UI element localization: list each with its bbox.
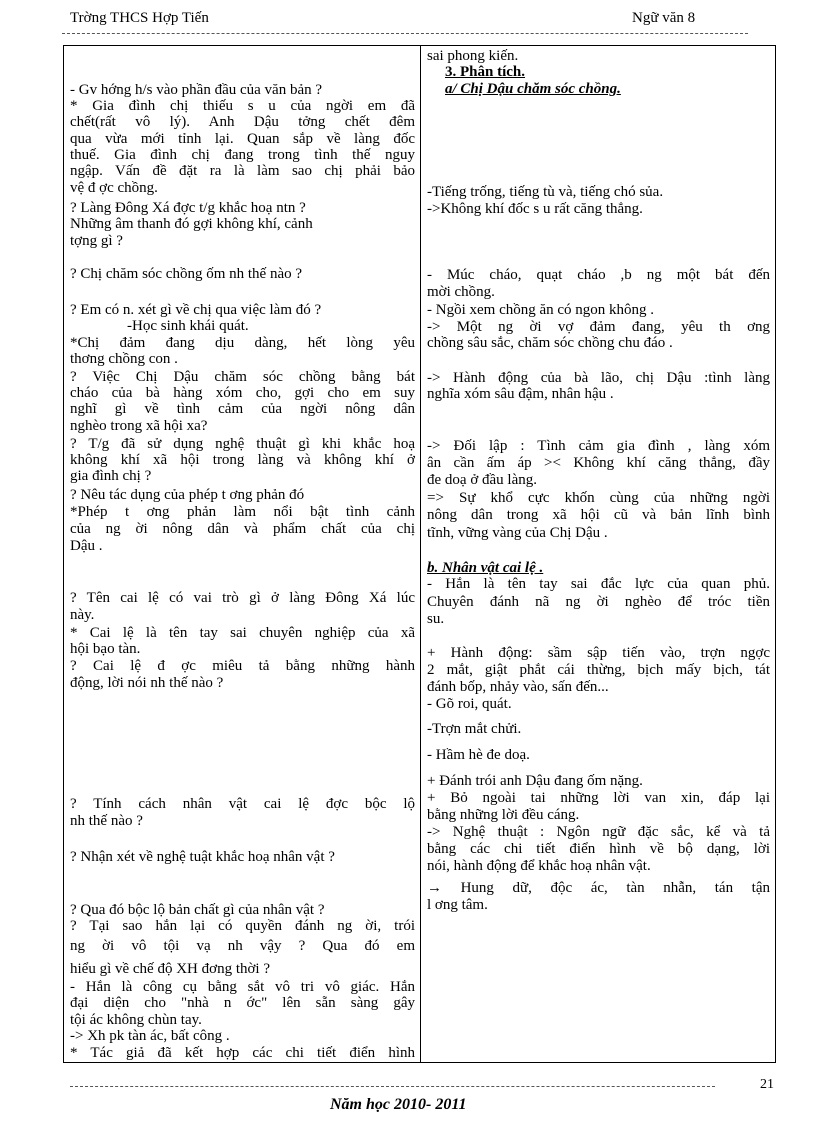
right-line: tĩnh, vững vàng của Chị Dậu .	[427, 525, 608, 541]
left-line: ? Làng Đông Xá đợc t/g khắc hoạ ntn ?	[70, 200, 306, 216]
right-line: chồng sâu sắc, chăm sóc chồng chu đáo .	[427, 335, 673, 351]
school-year: Năm học 2010- 2011	[330, 1096, 467, 1113]
left-line: ? Nêu tác dụng của phép t ơng phản đó	[70, 487, 305, 503]
right-line: -> Hành động của bà lão, chị Dậu :tình làng	[427, 370, 770, 386]
column-divider	[420, 45, 421, 1063]
right-line: -Tiếng trống, tiếng tù và, tiếng chó sủa.	[427, 184, 664, 200]
left-line: ng ời vô tội vạ nh vậy ? Qua đó em	[70, 938, 415, 954]
left-line: tội ác không chùn tay.	[70, 1012, 202, 1028]
left-line: ? Cai lệ đ ợc miêu tả bằng những hành	[70, 658, 415, 674]
right-line: + Bỏ ngoài tai những lời van xin, đáp lại	[427, 790, 770, 806]
left-line: * Tác giả đã kết hợp các chi tiết điển hình	[70, 1045, 415, 1061]
left-line: tợng gì ?	[70, 233, 123, 249]
left-line: đại diện cho "nhà n ớc" lên sẵn sàng gây	[70, 995, 415, 1011]
right-line: nghĩa xóm sâu đậm, nhân hậu .	[427, 386, 614, 402]
left-line: động, lời nói nh thế nào ?	[70, 675, 224, 691]
left-line: hiểu gì về chế độ XH đơng thời ?	[70, 961, 270, 977]
footer-divider	[70, 1086, 715, 1087]
left-line: thuế. Gia đình chị đang trong tình thế nguy	[70, 147, 415, 163]
right-line: - Hắn là tên tay sai đắc lực của quan phủ.	[427, 576, 770, 592]
left-line: -> Xh pk tàn ác, bất công .	[70, 1028, 230, 1044]
left-line: ngập. Vấn đề đặt ra là làm sao chị phải bảo	[70, 163, 415, 179]
left-line: của ng ời nông dân và phẩm chất của chị	[70, 521, 415, 537]
right-line: su.	[427, 611, 445, 627]
left-line: Những âm thanh đó gợi không khí, cảnh	[70, 216, 313, 232]
left-line: * Cai lệ là tên tay sai chuyên nghiệp của xã	[70, 625, 415, 641]
right-line: sai phong kiến.	[427, 48, 519, 64]
right-line: -Trợn mắt chửi.	[427, 721, 522, 737]
section-heading: 3. Phân tích.	[445, 64, 526, 80]
right-line: -> Một ng ời vợ đảm đang, yêu th ơng	[427, 319, 770, 335]
left-line: ? Tính cách nhân vật cai lệ đợc bộc lộ	[70, 796, 415, 812]
left-line: ? Em có n. xét gì về chị qua việc làm đó ?	[70, 302, 322, 318]
left-line: không khí xã hội trong làng và không khí ở	[70, 452, 415, 468]
left-line: thơng chồng con .	[70, 351, 178, 367]
right-line: nông dân trong xã hội cũ và bản lĩnh bình	[427, 507, 770, 523]
left-line: ? T/g đã sử dụng nghệ thuật gì khi khắc hoạ	[70, 436, 415, 452]
left-line: qua vừa mới tỉnh lại. Quan sắp về làng đốc	[70, 131, 415, 147]
right-line: đánh bốp, nhảy vào, sấn đến...	[427, 679, 609, 695]
right-line: ân cần ấm áp >< Không khí căng thẳng, đầy	[427, 455, 770, 471]
right-line: - Ngồi xem chồng ăn có ngon không .	[427, 302, 655, 318]
left-line: vệ đ ợc chồng.	[70, 180, 158, 196]
right-line: mời chồng.	[427, 284, 495, 300]
right-line: đe doạ ở đầu làng.	[427, 472, 537, 488]
left-line: *Chị đảm đang dịu dàng, hết lòng yêu	[70, 335, 415, 351]
subsection-heading: a/ Chị Dậu chăm sóc chồng.	[445, 81, 621, 97]
right-line: - Múc cháo, quạt cháo ,b ng một bát đến	[427, 267, 770, 283]
left-line: - Gv hớng h/s vào phần đầu của văn bản ?	[70, 82, 323, 98]
left-line: ? Tên cai lệ có vai trò gì ở làng Đông Xá lúc	[70, 590, 415, 606]
left-line: gia đình chị ?	[70, 468, 152, 484]
left-line: ? Việc Chị Dậu chăm sóc chồng bằng bát	[70, 369, 415, 385]
left-line: hội bạo tàn.	[70, 641, 141, 657]
left-line: ? Chị chăm sóc chồng ốm nh thế nào ?	[70, 266, 303, 282]
right-line: l ơng tâm.	[427, 897, 488, 913]
left-line: nghĩ gì về tình cảm của ngời nông dân	[70, 401, 415, 417]
right-line: nói, hành động để khắc hoạ nhân vật.	[427, 858, 651, 874]
left-line: ? Tại sao hắn lại có quyền đánh ng ời, trói	[70, 918, 415, 934]
right-line: Chuyên đánh nã ng ời nghèo để tróc tiền	[427, 594, 770, 610]
header-divider	[62, 33, 748, 34]
school-name: Trờng THCS Hợp Tiến	[70, 10, 209, 26]
right-line: -> Nghệ thuật : Ngôn ngữ đặc sắc, kể và tả	[427, 824, 770, 840]
left-line: ? Qua đó bộc lộ bản chất gì của nhân vật ?	[70, 902, 325, 918]
left-line: * Gia đình chị thiếu s u của ngời em đã	[70, 98, 415, 114]
right-line: → Hung dữ, độc ác, tàn nhẫn, tán tận	[427, 880, 770, 896]
left-line: cháo của bà hàng xóm cho, gợi cho em suy	[70, 385, 415, 401]
left-line: Dậu .	[70, 538, 103, 554]
left-line: -Học sinh khái quát.	[127, 318, 249, 334]
left-line: - Hắn là công cụ bằng sắt vô tri vô giác. Hắn	[70, 979, 415, 995]
left-line: nh thế nào ?	[70, 813, 143, 829]
right-line: => Sự khổ cực khốn cùng của những ngời	[427, 490, 770, 506]
left-line: *Phép t ơng phản làm nổi bật tình cảnh	[70, 504, 415, 520]
right-line: 2 mắt, giật phắt cái thừng, bịch mấy bịch, tát	[427, 662, 770, 678]
right-line: -> Đối lập : Tình cảm gia đình , làng xóm	[427, 438, 770, 454]
right-line: bằng các chi tiết điển hình về bộ dạng, lời	[427, 841, 770, 857]
subsection-heading: b. Nhân vật cai lệ .	[427, 560, 544, 576]
page-number: 21	[760, 1077, 774, 1092]
right-line: + Hành động: sầm sập tiến vào, trợn ngợc	[427, 645, 770, 661]
right-line: bằng những lời đều cáng.	[427, 807, 580, 823]
left-line: ? Nhận xét về nghệ tuật khắc hoạ nhân vật ?	[70, 849, 335, 865]
right-line: ->Không khí đốc s u rất căng thẳng.	[427, 201, 643, 217]
subject-name: Ngữ văn 8	[632, 10, 696, 26]
left-line: nghèo trong xã hội xa?	[70, 418, 208, 434]
right-line: - Hầm hè đe doạ.	[427, 747, 530, 763]
right-line: - Gõ roi, quát.	[427, 696, 512, 712]
left-line: chết(rất vô lý). Anh Dậu tởng chết đêm	[70, 114, 415, 130]
right-line: + Đánh trói anh Dậu đang ốm nặng.	[427, 773, 643, 789]
left-line: này.	[70, 607, 95, 623]
